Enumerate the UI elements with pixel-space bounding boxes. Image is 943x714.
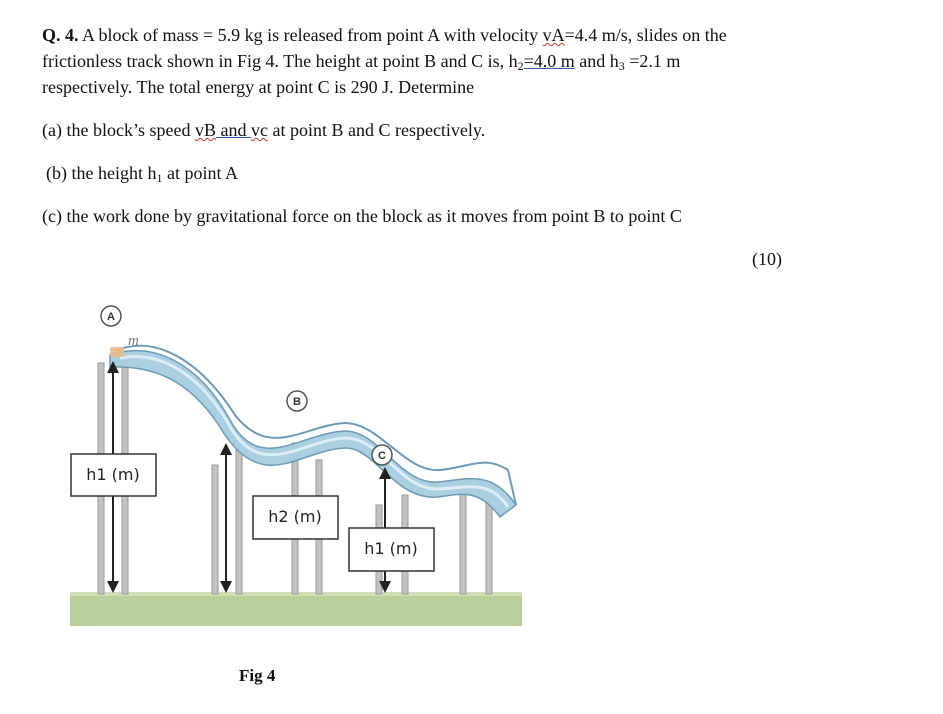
track-surface [110, 351, 516, 517]
point-b-label: B [293, 396, 301, 408]
label-h1-left-box [71, 454, 156, 496]
figure-caption: Fig 4 [239, 666, 276, 685]
part-a-text: (a) the block’s speed [42, 120, 195, 140]
marks: (10) [752, 249, 782, 269]
part-b-tail: at point A [162, 163, 238, 183]
point-c-label: C [378, 450, 386, 462]
part-c: (c) the work done by gravitational force on the block as it moves from point B to point C [42, 206, 682, 226]
label-h1-right-box [349, 528, 434, 571]
mass-label: m [128, 333, 139, 349]
question-line-2: frictionless track shown in Fig 4. The height at point B and C is, $h_2=4.0$ m and $h_3 =2.1$ m [42, 51, 681, 73]
h2-value: =4.0 m [523, 51, 575, 71]
vc-symbol: vc [250, 120, 268, 140]
question-number: Q. 4. [42, 25, 79, 45]
label-h1-right: h1 (m) [364, 539, 418, 558]
h3-value: =2.1 m [624, 51, 681, 71]
va-symbol: vA [542, 25, 565, 45]
block-m [110, 347, 124, 357]
vb-symbol: vB [194, 120, 216, 140]
question-line-1 [42, 24, 727, 46]
question-line-3: respectively. The total energy at point C is 290 J. Determine [42, 77, 475, 97]
point-a-label: A [107, 311, 115, 323]
part-a-and: and [215, 120, 251, 140]
question-text-1: A block of mass = 5.9 kg is released from point A with velocity [78, 25, 543, 45]
point-a-marker [101, 306, 121, 326]
part-a-tail: at point B and C respectively. [267, 120, 486, 140]
label-h2: h2 (m) [268, 507, 322, 526]
part-a [42, 119, 485, 141]
label-h1-left: h1 (m) [86, 465, 140, 484]
track-figure [60, 295, 530, 640]
part-b-text: (b) the height h [46, 163, 157, 183]
ground [70, 592, 522, 626]
point-b-marker [287, 391, 307, 411]
question-text-2: frictionless track shown in Fig 4. The height at point B and C is, h [42, 51, 518, 71]
point-c-marker [372, 445, 392, 465]
part-b: (b) the height $h_1$ at point A [46, 163, 238, 185]
question-text-1-tail: =4.4 m/s, slides on the [564, 25, 727, 45]
label-h2-box [253, 496, 338, 539]
question-text-2-mid: and h [574, 51, 619, 71]
